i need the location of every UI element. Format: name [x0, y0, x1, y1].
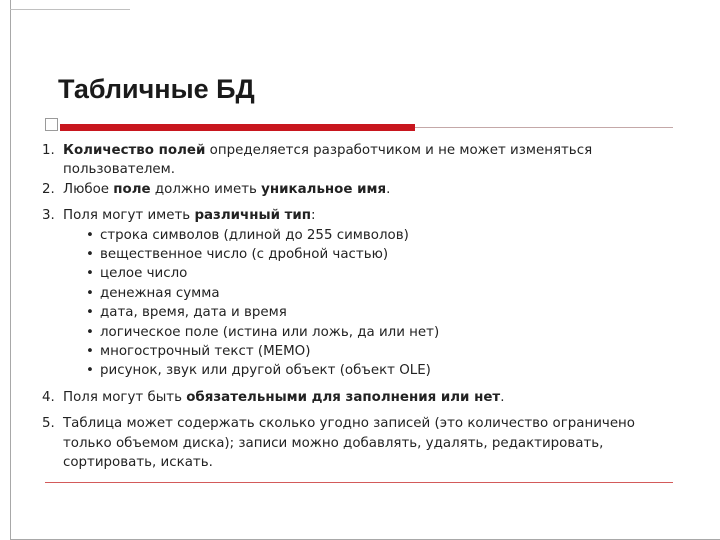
field-type-item: • дата, время, дата и время: [86, 303, 672, 322]
field-type-item: • логическое поле (истина или ложь, да или нет): [86, 323, 672, 342]
list-item-2: 2. Любое поле должно иметь уникальное имя.: [42, 181, 391, 197]
bullet-icon: •: [86, 324, 94, 340]
list-item-1: 1. Количество полей определяется разработчиком и не может изменяться пользователем.: [42, 143, 593, 178]
bullet-icon: •: [86, 266, 94, 282]
field-type-item: • денежная сумма: [86, 284, 672, 303]
field-type-item: • многострочный текст (MEMO): [86, 342, 672, 361]
title-accent-bar: [60, 124, 415, 131]
field-type-item: • вещественное число (с дробной частью): [86, 245, 672, 264]
bullet-icon: •: [86, 285, 94, 301]
field-type-item: • строка символов (длиной до 255 символов): [86, 226, 672, 245]
title-square-marker: [45, 118, 58, 131]
slide-body: [42, 141, 672, 473]
list-item-3: 3. Поля могут иметь различный тип:: [42, 208, 316, 224]
slide-title: Табличные БД: [58, 74, 255, 104]
bullet-icon: •: [86, 344, 94, 360]
bullet-icon: •: [86, 363, 94, 379]
left-border-line: [10, 0, 11, 540]
field-type-item: • рисунок, звук или другой объект (объект OLE): [86, 361, 672, 380]
field-type-item: • целое число: [86, 264, 672, 283]
list-item-4: 4. Поля могут быть обязательными для заполнения или нет.: [42, 389, 505, 405]
bullet-icon: •: [86, 305, 94, 321]
list-item-5: 5. Таблица может содержать сколько угодно записей (это количество ограничено только объемом диска); записи можно добавлять, удалять, редактировать, сортировать, искать.: [42, 416, 635, 471]
field-type-list: [42, 226, 672, 381]
title-underline: [415, 127, 673, 128]
footer-divider: [45, 482, 673, 483]
bullet-icon: •: [86, 247, 94, 263]
bullet-icon: •: [86, 227, 94, 243]
top-border-line: [10, 9, 130, 10]
